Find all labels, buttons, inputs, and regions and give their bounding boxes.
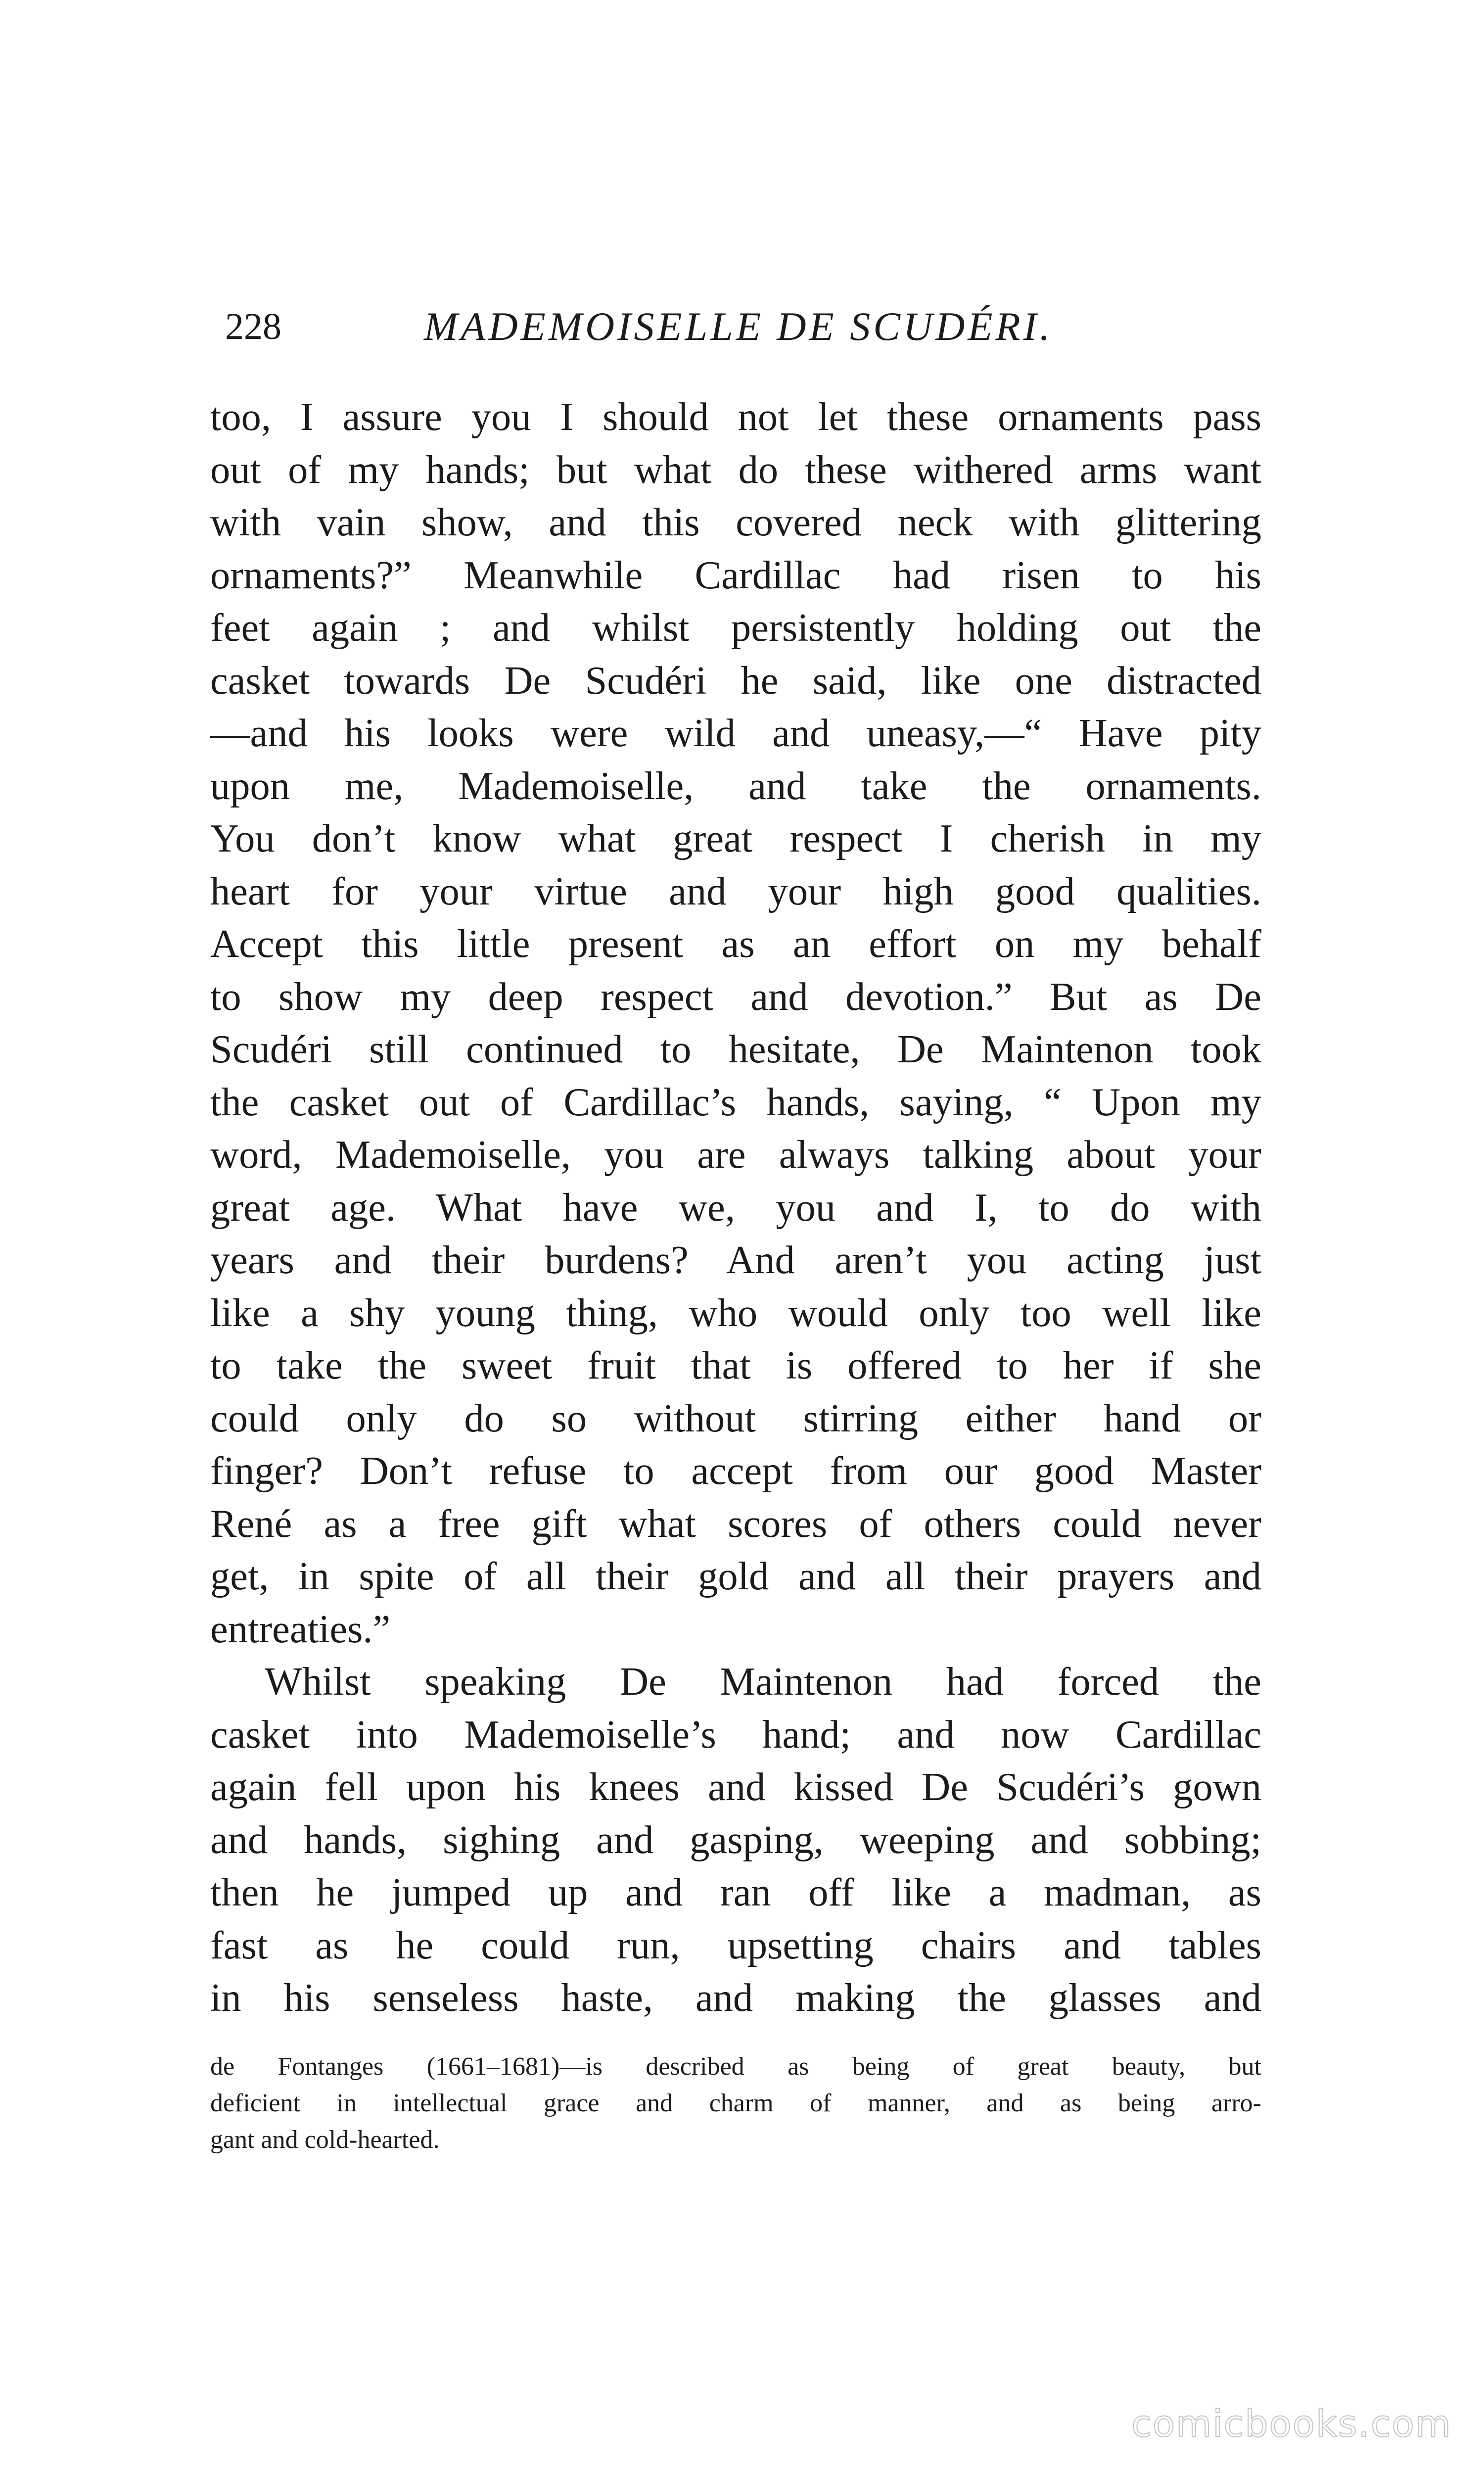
footnote [210, 2048, 1261, 2158]
text-line: then he jumped up and ran off like a madman, as [210, 1870, 1261, 1914]
paragraph [210, 1656, 1261, 2025]
text-line: Accept this little present as an effort on my behalf [210, 922, 1261, 966]
footnote-line: de Fontanges (1661–1681)—is described as being of great beauty, but [210, 2052, 1261, 2081]
text-line: casket into Mademoiselle’s hand; and now Cardillac [210, 1712, 1261, 1757]
text-line: ornaments?” Meanwhile Cardillac had risen to his [210, 553, 1261, 597]
footnote-line: gant and cold-hearted. [210, 2126, 440, 2154]
text-line: again fell upon his knees and kissed De Scudéri’s gown [210, 1765, 1261, 1809]
text-line: word, Mademoiselle, you are always talking about your [210, 1133, 1261, 1177]
text-line: heart for your virtue and your high good qualities. [210, 869, 1261, 913]
text-line: finger? Don’t refuse to accept from our good Master [210, 1449, 1261, 1493]
text-line: fast as he could run, upsetting chairs and tables [210, 1923, 1261, 1967]
page-number: 228 [225, 306, 281, 347]
paragraph [210, 391, 1261, 1656]
text-line: get, in spite of all their gold and all their prayers and [210, 1554, 1261, 1598]
text-line: out of my hands; but what do these withered arms want [210, 447, 1261, 492]
text-line: Whilst speaking De Maintenon had forced the [265, 1660, 1261, 1704]
text-line: Scudéri still continued to hesitate, De Maintenon took [210, 1027, 1261, 1071]
running-title: MADEMOISELLE DE SCUDÉRI. [424, 304, 1053, 349]
text-line: with vain show, and this covered neck with glittering [210, 500, 1261, 544]
text-line: years and their burdens? And aren’t you acting just [210, 1238, 1261, 1282]
body-text [210, 391, 1261, 2025]
text-line: in his senseless haste, and making the glasses and [210, 1976, 1261, 2020]
text-line: great age. What have we, you and I, to do with [210, 1185, 1261, 1230]
text-line: like a shy young thing, who would only too well like [210, 1290, 1261, 1335]
text-line: entreaties.” [210, 1607, 391, 1651]
running-head [225, 302, 1276, 356]
text-line: feet again ; and whilst persistently holding out the [210, 606, 1261, 650]
text-line: and hands, sighing and gasping, weeping and sobbing; [210, 1817, 1261, 1862]
text-line: casket towards De Scudéri he said, like one distracted [210, 658, 1261, 703]
text-line: too, I assure you I should not let these ornaments pass [210, 395, 1261, 439]
watermark: comicbooks.com [1131, 2403, 1452, 2445]
text-line: to take the sweet fruit that is offered to her if she [210, 1343, 1261, 1387]
text-line: to show my deep respect and devotion.” But as De [210, 974, 1261, 1019]
text-line: René as a free gift what scores of others could never [210, 1501, 1261, 1546]
text-line: could only do so without stirring either hand or [210, 1396, 1261, 1440]
text-line: —and his looks were wild and uneasy,—“ Have pity [210, 711, 1261, 755]
footnote-line: deficient in intellectual grace and charm of manner, and as being arro- [210, 2089, 1261, 2117]
text-line: upon me, Mademoiselle, and take the ornaments. [210, 763, 1261, 808]
text-line: You don’t know what great respect I cherish in my [210, 816, 1261, 860]
text-line: the casket out of Cardillac’s hands, saying, “ Upon my [210, 1080, 1261, 1124]
